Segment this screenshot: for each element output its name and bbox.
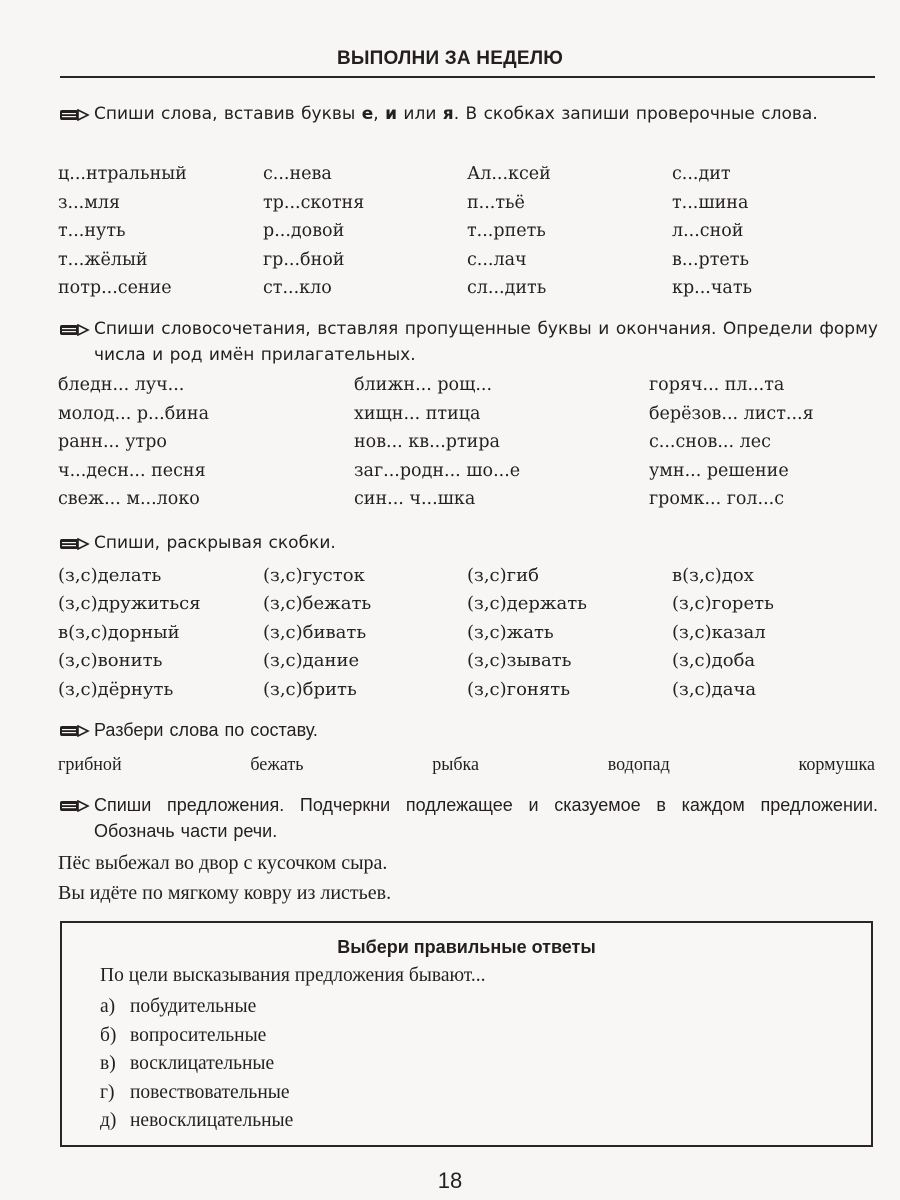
task-4-word-row [58,754,875,776]
quiz-box [60,921,873,1147]
sentence: Пёс выбежал во двор с кусочком сыра. [58,852,388,874]
letter-ya: я [442,104,454,124]
option-letter: в) [100,1053,116,1074]
quiz-option[interactable] [100,1050,293,1079]
option-text: восклицательные [130,1053,275,1074]
quiz-title: Выбери правильные ответы [337,937,596,957]
instruction-text: , [373,104,386,124]
word: т...жёлый [58,250,148,270]
word: л...сной [672,221,744,241]
pencil-icon [58,530,94,556]
phrase: ближн... рощ... [354,375,493,395]
option-letter: а) [100,996,116,1017]
quiz-question: По цели высказывания предложения бывают... [100,965,486,986]
sentence: Вы идёте по мягкому ковру из листьев. [58,882,392,904]
task-1-instruction [58,101,878,127]
phrase: горяч... пл...та [649,375,785,395]
phrase: свеж... м...локо [58,489,200,509]
quiz-option[interactable] [100,993,293,1022]
phrase: заг...родн... шо...е [354,461,521,481]
word: (з,с)дёрнуть [58,679,174,700]
quiz-option[interactable] [100,1079,293,1108]
quiz-options [100,993,293,1136]
letter-i: и [385,104,397,124]
word: в...ртеть [672,250,749,270]
instruction-text: . В скобках запиши проверочные слова. [453,104,818,124]
word: (з,с)доба [672,650,756,671]
page-number: 18 [437,1168,463,1193]
phrase: нов... кв...ртира [354,432,500,452]
word: в(з,с)дох [672,565,754,586]
instruction-text: Спиши, раскрывая скобки. [94,533,336,553]
task-2-instruction [58,316,878,368]
word: (з,с)густок [263,565,365,586]
pencil-icon [58,101,94,127]
word: с...нева [263,164,332,184]
word: (з,с)жать [467,622,554,643]
option-text: невосклицательные [130,1110,294,1131]
word: (з,с)гореть [672,593,774,614]
option-letter: г) [100,1081,115,1103]
phrase: ч...десн... песня [58,461,206,481]
word: (з,с)дание [263,650,360,671]
phrase: с...снов... лес [649,432,771,452]
word: (з,с)делать [58,565,162,586]
task-5-sentences [58,848,391,908]
word: с...дит [672,164,731,184]
word: т...шина [672,193,749,213]
word: бежать [250,754,304,775]
word: кормушка [798,754,875,775]
quiz-option[interactable] [100,1022,293,1051]
phrase: громк... гол...с [649,489,785,509]
instruction-text: Спиши словосочетания, вставляя пропущенные буквы и окончания. Определи форму числа и род имён прилагательных. [94,319,878,365]
word: п...тьё [467,193,525,213]
word: (з,с)вонить [58,650,163,671]
word: кр...чать [672,278,753,298]
letter-e: е [361,104,374,124]
instruction-text: Спиши слова, вставив буквы [94,104,362,124]
word: (з,с)гонять [467,679,571,700]
word: гр...бной [263,250,345,270]
word: ц...нтральный [58,164,187,184]
word: рыбка [432,754,480,775]
word: р...довой [263,221,345,241]
phrase: умн... решение [649,461,789,481]
page-title: ВЫПОЛНИ ЗА НЕДЕЛЮ [336,48,564,69]
word: (з,с)казал [672,622,766,643]
word: (з,с)держать [467,593,587,614]
word: ст...кло [263,278,332,298]
phrase: ранн... утро [58,432,167,452]
word: з...мля [58,193,121,213]
word: потр...сение [58,278,172,298]
task-5-instruction [58,792,878,844]
phrase: син... ч...шка [354,489,476,509]
header-divider [60,76,875,78]
phrase: хищн... птица [354,404,481,424]
phrase: бледн... луч... [58,375,185,395]
phrase: берёзов... лист...я [649,404,814,424]
pencil-icon [58,792,94,818]
task-4-instruction [58,717,878,743]
option-letter: б) [100,1024,117,1046]
pencil-icon [58,316,94,342]
word: (з,с)бежать [263,593,372,614]
word: (з,с)бивать [263,622,367,643]
option-text: вопросительные [130,1024,267,1046]
option-letter: д) [100,1110,117,1131]
word: тр...скотня [263,193,365,213]
quiz-option[interactable] [100,1107,293,1136]
word: (з,с)гиб [467,565,539,586]
option-text: повествовательные [130,1081,290,1103]
word: т...нуть [58,221,126,241]
word: сл...дить [467,278,547,298]
phrase: молод... р...бина [58,404,210,424]
word: водопад [607,754,670,775]
word: с...лач [467,250,527,270]
word: в(з,с)дорный [58,622,180,643]
word: грибной [58,754,122,775]
word: (з,с)брить [263,679,357,700]
task-3-instruction [58,530,878,556]
instruction-text: Разбери слова по составу. [94,720,318,740]
instruction-text: или [397,104,443,124]
pencil-icon [58,717,94,743]
word: (з,с)зывать [467,650,572,671]
word: Ал...ксей [467,164,551,184]
option-text: побудительные [130,996,257,1017]
word: (з,с)дружиться [58,593,201,614]
instruction-text: Спиши предложения. Подчеркни подлежащее и сказуемое в каждом предложении. Обозначь части речи. [94,795,878,841]
word: т...рпеть [467,221,546,241]
word: (з,с)дача [672,679,757,700]
